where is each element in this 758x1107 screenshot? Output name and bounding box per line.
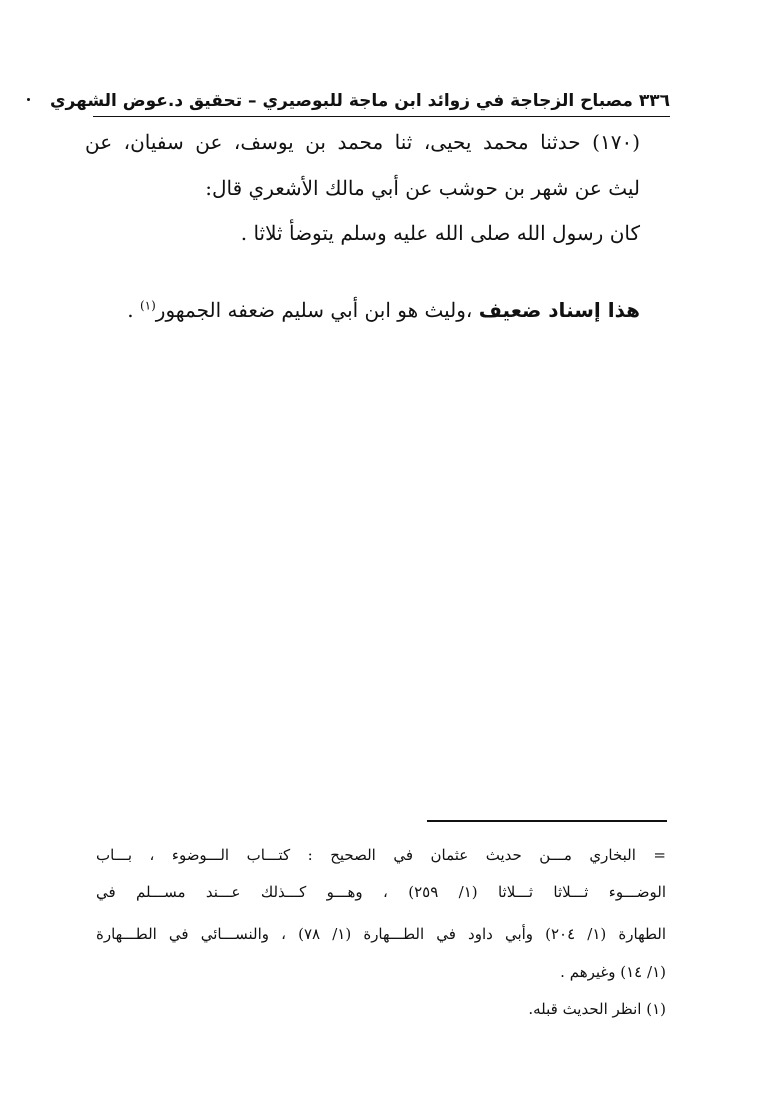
footnote-1: (١) انظر الحديث قبله. — [528, 1000, 666, 1018]
verdict-text: ،وليث هو ابن أبي سليم ضعفه الجمهور — [155, 298, 473, 322]
footnote-continuation-3: الطهارة (١/ ٢٠٤) وأبي داود في الطـــهارة (١/ ٧٨) ، والنســـائي في الطـــهارة — [96, 925, 667, 943]
running-header: ٣٣٦ مصباح الزجاجة في زوائد ابن ماجة للبوصيري – تحقيق د.عوض الشهري — [93, 86, 670, 117]
footnote-continuation-4: (١/ ١٤) وغيرهم . — [560, 963, 666, 981]
hadith-line-3: كان رسول الله صلى الله عليه وسلم يتوضأ ثلاثا . — [240, 221, 640, 245]
hadith-line-1: (١٧٠) حدثنا محمد يحيى، ثنا محمد بن يوسف، عن سفيان، عن — [85, 130, 640, 154]
hadith-line-2: ليث عن شهر بن حوشب عن أبي مالك الأشعري قال: — [205, 176, 640, 200]
verdict-bold: هذا إسناد ضعيف — [478, 298, 640, 322]
verdict-end: . — [127, 298, 140, 322]
footnote-continuation-2: الوضـــوء ثـــلاثا ثـــلاثا (١/ ٢٥٩) ، وهـــو كـــذلك عـــند مســـلم في — [96, 883, 666, 901]
isnad-verdict — [127, 298, 640, 322]
footnote-continuation-1: = البخاري مـــن حديث عثمان في الصحيح : كتـــاب الـــوضوء ، بـــاب — [96, 846, 666, 864]
margin-dot — [27, 98, 30, 101]
footnote-separator — [427, 820, 667, 822]
footnote-ref: (١) — [139, 298, 156, 313]
